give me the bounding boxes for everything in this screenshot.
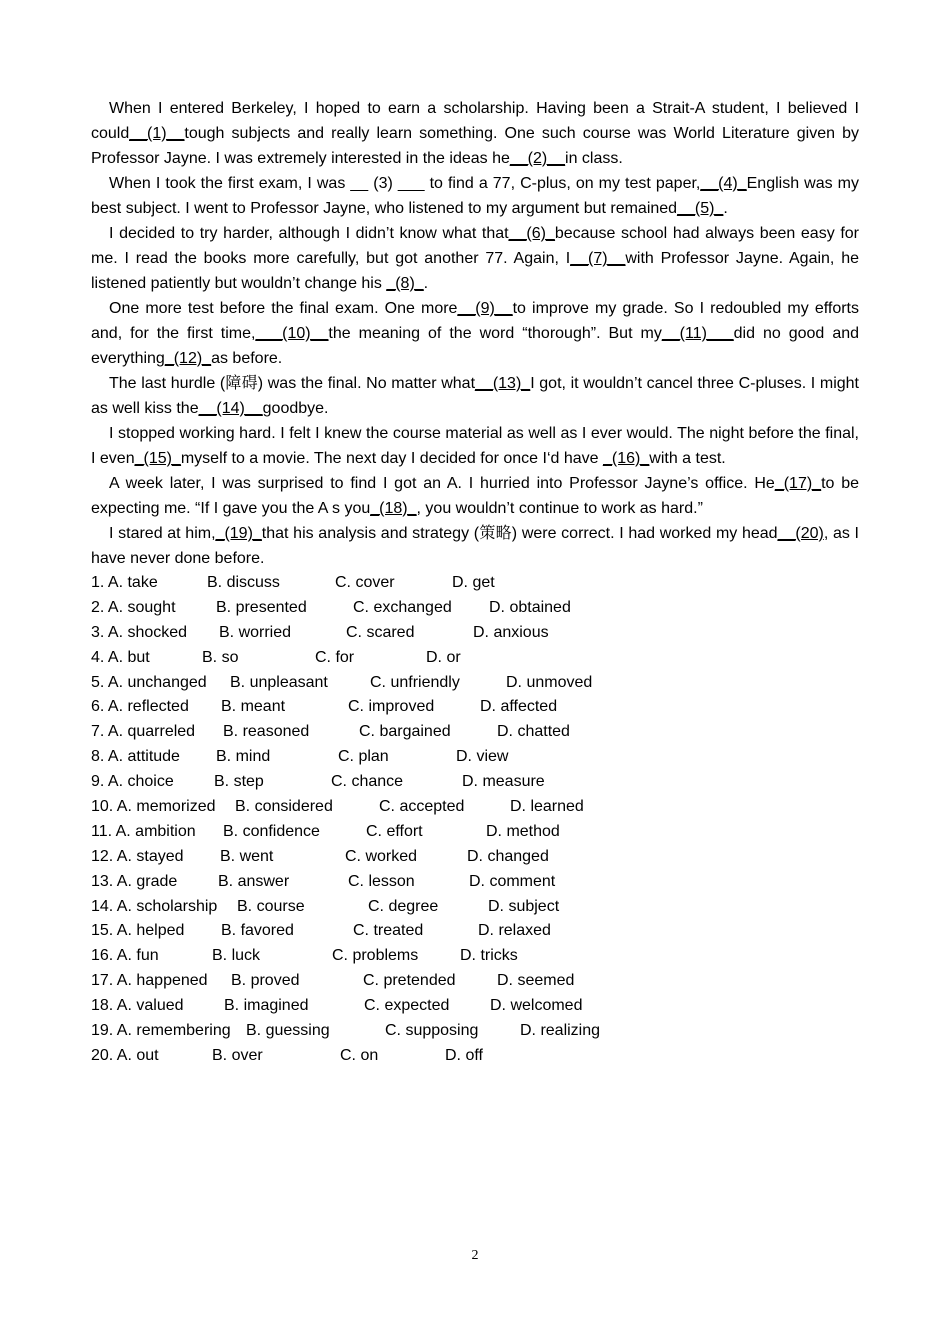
option-row-5 bbox=[91, 671, 859, 696]
text: When I took the first exam, I was __ (3) ___ to find a 77, C-plus, on my test paper, bbox=[109, 175, 701, 192]
paragraph-8 bbox=[91, 521, 859, 571]
option-4-D: D. or bbox=[426, 648, 461, 666]
text: to improve my grade. So I redoubled my efforts and, for the first time, bbox=[91, 300, 859, 342]
option-19-A: 19. A. remembering bbox=[91, 1022, 231, 1040]
option-row-1 bbox=[91, 571, 859, 596]
option-1-B: B. discuss bbox=[207, 574, 280, 591]
option-row-7 bbox=[91, 720, 859, 745]
option-17-D: D. seemed bbox=[497, 972, 575, 990]
option-5-A: 5. A. unchanged bbox=[91, 673, 207, 691]
text: , as I have never done before. bbox=[91, 525, 859, 567]
option-11-A: 11. A. ambition bbox=[91, 822, 196, 840]
text: English was my best subject. I went to Professor Jayne, who listened to my argument but remained bbox=[91, 175, 859, 217]
blank-17: _(17)_ bbox=[774, 475, 822, 492]
option-8-A: 8. A. attitude bbox=[91, 748, 180, 766]
paragraph-2 bbox=[91, 171, 859, 221]
option-6-A: 6. A. reflected bbox=[91, 698, 189, 716]
text: . bbox=[723, 200, 728, 217]
option-7-A: 7. A. quarreled bbox=[91, 723, 196, 741]
option-row-4 bbox=[91, 646, 859, 671]
option-16-C: C. problems bbox=[332, 947, 419, 965]
text: to be expecting me. “If I gave you the A s you bbox=[91, 475, 860, 517]
option-6-B: B. meant bbox=[221, 698, 286, 716]
option-row-8 bbox=[91, 745, 859, 770]
option-8-C: C. plan bbox=[338, 748, 389, 766]
blank-6: __(6)_ bbox=[508, 225, 555, 242]
text: in class. bbox=[565, 150, 623, 167]
option-10-B: B. considered bbox=[235, 798, 333, 816]
blank-15: _(15)_ bbox=[134, 450, 181, 467]
option-6-D: D. affected bbox=[480, 698, 558, 716]
option-row-14 bbox=[91, 895, 859, 920]
text: the meaning of the word “thorough”. But my bbox=[328, 325, 662, 342]
option-8-D: D. view bbox=[456, 748, 509, 766]
text: with Professor Jayne. Again, he listened patiently but wouldn’t change his bbox=[91, 250, 860, 292]
option-13-C: C. lesson bbox=[348, 872, 415, 890]
blank-2: __(2)__ bbox=[509, 150, 566, 167]
text: I got, it wouldn’t cancel three C-pluses. I might as well kiss the bbox=[91, 375, 860, 417]
option-12-B: B. went bbox=[220, 847, 274, 865]
text: A week later, I was surprised to find I got an A. I hurried into Professor Jayne’s office. He bbox=[109, 475, 775, 492]
option-13-B: B. answer bbox=[218, 872, 290, 890]
option-17-A: 17. A. happened bbox=[91, 972, 208, 990]
text: that his analysis and strategy (策略) were correct. I had worked my head bbox=[261, 525, 778, 542]
option-4-B: B. so bbox=[202, 648, 239, 666]
text: . bbox=[423, 275, 429, 292]
option-5-C: C. unfriendly bbox=[370, 673, 460, 691]
option-2-C: C. exchanged bbox=[353, 598, 452, 616]
option-15-A: 15. A. helped bbox=[91, 922, 185, 940]
text: tough subjects and really learn something. One such course was World Literature given by Professor Jayne. I was extremely interested in the ideas he bbox=[91, 125, 859, 167]
text: as before. bbox=[211, 350, 283, 367]
option-14-A: 14. A. scholarship bbox=[91, 897, 218, 915]
option-13-A: 13. A. grade bbox=[91, 872, 178, 890]
blank-11: __(11)___ bbox=[661, 325, 734, 342]
blank-18: _(18)_ bbox=[370, 500, 417, 517]
option-2-B: B. presented bbox=[216, 598, 307, 616]
option-11-D: D. method bbox=[486, 822, 560, 840]
option-row-18 bbox=[91, 994, 859, 1019]
text: goodbye. bbox=[262, 400, 329, 417]
option-9-C: C. chance bbox=[331, 773, 404, 791]
text: I stopped working hard. I felt I knew the course material as well as I ever would. The night before the final, I even bbox=[91, 425, 859, 467]
option-7-C: C. bargained bbox=[359, 723, 451, 741]
option-17-B: B. proved bbox=[231, 972, 300, 990]
option-5-B: B. unpleasant bbox=[230, 673, 328, 691]
paragraph-4 bbox=[91, 296, 859, 371]
option-9-D: D. measure bbox=[462, 773, 545, 791]
option-row-19 bbox=[91, 1019, 859, 1044]
blank-12: _(12)_ bbox=[164, 350, 212, 367]
option-3-C: C. scared bbox=[346, 623, 415, 641]
blank-16: _(16)_ bbox=[603, 450, 650, 467]
option-1-D: D. get bbox=[452, 574, 495, 591]
option-17-C: C. pretended bbox=[363, 972, 456, 990]
page-number: 2 bbox=[471, 1248, 479, 1263]
blank-10: ___(10)__ bbox=[255, 325, 329, 342]
paragraph-6 bbox=[91, 421, 859, 471]
text: When I entered Berkeley, I hoped to earn a scholarship. Having been a Strait-A student, I believed I could bbox=[91, 100, 859, 142]
option-20-B: B. over bbox=[212, 1046, 263, 1064]
option-2-A: 2. A. sought bbox=[91, 598, 176, 616]
option-12-A: 12. A. stayed bbox=[91, 847, 184, 865]
option-16-D: D. tricks bbox=[460, 947, 518, 965]
option-14-D: D. subject bbox=[488, 897, 560, 915]
option-12-D: D. changed bbox=[467, 847, 549, 865]
option-2-D: D. obtained bbox=[489, 598, 571, 616]
option-12-C: C. worked bbox=[345, 847, 418, 865]
option-9-A: 9. A. choice bbox=[91, 773, 174, 791]
text: The last hurdle (障碍) was the final. No matter what bbox=[109, 375, 476, 392]
option-18-A: 18. A. valued bbox=[91, 997, 184, 1015]
option-20-D: D. off bbox=[445, 1046, 483, 1064]
option-18-B: B. imagined bbox=[224, 997, 309, 1015]
option-1-A: 1. A. take bbox=[91, 574, 158, 591]
option-20-A: 20. A. out bbox=[91, 1046, 159, 1064]
option-15-B: B. favored bbox=[221, 922, 294, 940]
option-3-D: D. anxious bbox=[473, 623, 549, 641]
text: I decided to try harder, although I didn’t know what that bbox=[109, 225, 509, 242]
option-row-16 bbox=[91, 944, 859, 969]
blank-8: _(8)_ bbox=[386, 275, 424, 292]
blank-14: __(14)__ bbox=[198, 400, 263, 417]
option-11-C: C. effort bbox=[366, 822, 423, 840]
paragraph-1 bbox=[91, 96, 859, 171]
option-3-B: B. worried bbox=[219, 623, 292, 641]
text: did no good and everything bbox=[91, 325, 860, 367]
document-page bbox=[91, 96, 859, 1069]
option-19-B: B. guessing bbox=[246, 1022, 330, 1040]
option-1-C: C. cover bbox=[335, 574, 395, 591]
blank-9: __(9)__ bbox=[457, 300, 513, 317]
option-4-C: C. for bbox=[315, 648, 355, 666]
option-7-B: B. reasoned bbox=[223, 723, 310, 741]
option-16-B: B. luck bbox=[212, 947, 261, 965]
blank-5: __(5)_ bbox=[677, 200, 724, 217]
text: because school had always been easy for me. I read the books more carefully, but got another 77. Again, I bbox=[91, 225, 859, 267]
option-14-C: C. degree bbox=[368, 897, 439, 915]
option-20-C: C. on bbox=[340, 1046, 379, 1064]
option-row-12 bbox=[91, 845, 859, 870]
option-14-B: B. course bbox=[237, 897, 305, 915]
option-19-C: C. supposing bbox=[385, 1022, 479, 1040]
text: One more test before the final exam. One more bbox=[109, 300, 458, 317]
paragraph-5 bbox=[91, 371, 859, 421]
paragraph-7 bbox=[91, 471, 859, 521]
text: with a test. bbox=[649, 450, 726, 467]
blank-1: __(1)__ bbox=[129, 125, 185, 142]
paragraph-3 bbox=[91, 221, 859, 296]
option-19-D: D. realizing bbox=[520, 1022, 601, 1040]
option-7-D: D. chatted bbox=[497, 723, 570, 741]
option-row-10 bbox=[91, 795, 859, 820]
blank-4: __(4)_ bbox=[700, 175, 747, 192]
option-row-20 bbox=[91, 1044, 859, 1069]
text: myself to a movie. The next day I decided for once I‘d have bbox=[180, 450, 599, 467]
option-row-3 bbox=[91, 621, 859, 646]
option-3-A: 3. A. shocked bbox=[91, 623, 188, 641]
option-row-2 bbox=[91, 596, 859, 621]
answer-options bbox=[91, 571, 859, 1069]
option-15-D: D. relaxed bbox=[478, 922, 551, 940]
option-15-C: C. treated bbox=[353, 922, 424, 940]
option-10-A: 10. A. memorized bbox=[91, 798, 216, 816]
blank-19: _(19)_ bbox=[215, 525, 262, 542]
option-row-17 bbox=[91, 969, 859, 994]
blank-20: __(20) bbox=[777, 525, 824, 542]
text: , you wouldn’t continue to work as hard.” bbox=[416, 500, 703, 517]
option-row-11 bbox=[91, 820, 859, 845]
option-6-C: C. improved bbox=[348, 698, 435, 716]
blank-7: __(7)__ bbox=[570, 250, 626, 267]
option-18-C: C. expected bbox=[364, 997, 450, 1015]
option-5-D: D. unmoved bbox=[506, 673, 593, 691]
option-13-D: D. comment bbox=[469, 872, 556, 890]
blank-13: __(13)_ bbox=[475, 375, 531, 392]
option-row-6 bbox=[91, 695, 859, 720]
option-row-13 bbox=[91, 870, 859, 895]
option-row-9 bbox=[91, 770, 859, 795]
option-8-B: B. mind bbox=[216, 748, 271, 766]
option-10-D: D. learned bbox=[510, 798, 584, 816]
option-9-B: B. step bbox=[214, 773, 264, 791]
text: I stared at him, bbox=[109, 525, 216, 542]
option-11-B: B. confidence bbox=[223, 822, 320, 840]
option-10-C: C. accepted bbox=[379, 798, 465, 816]
option-18-D: D. welcomed bbox=[490, 997, 583, 1015]
option-row-15 bbox=[91, 919, 859, 944]
option-4-A: 4. A. but bbox=[91, 648, 150, 666]
option-16-A: 16. A. fun bbox=[91, 947, 159, 965]
